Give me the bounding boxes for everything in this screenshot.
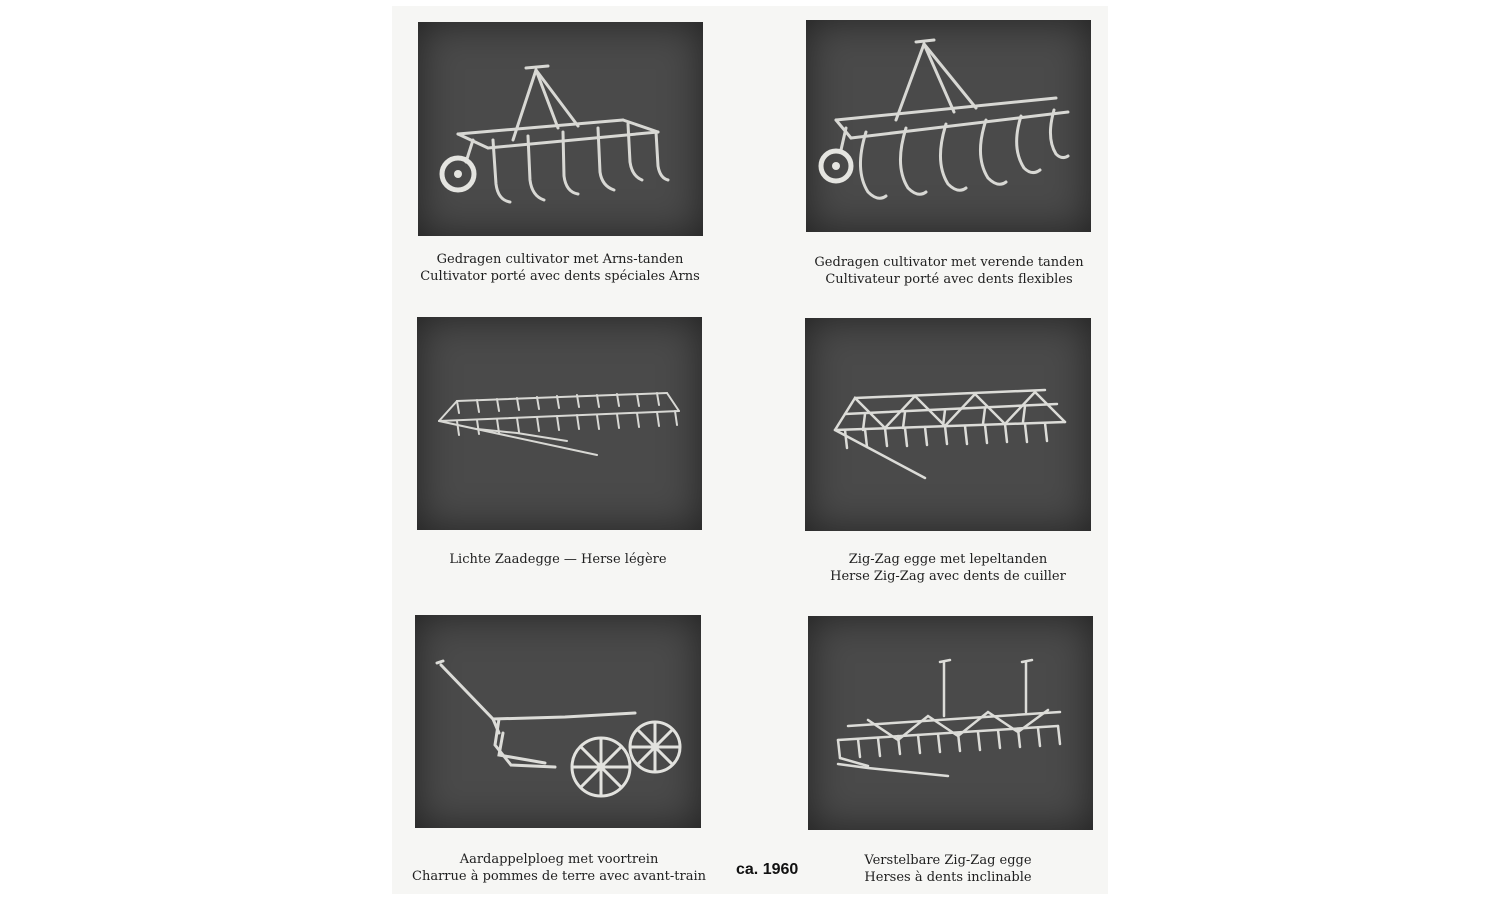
photo-light-seed-harrow bbox=[417, 317, 702, 530]
photo-cultivator-spring-tines bbox=[806, 20, 1091, 232]
caption-line-dutch: Zig-Zag egge met lepeltanden bbox=[848, 552, 1048, 567]
caption-line-french: Herse Zig-Zag avec dents de cuiller bbox=[830, 569, 1066, 584]
caption-adjustable-zigzag-harrow bbox=[793, 852, 1103, 886]
potato-plough-illustration bbox=[415, 615, 701, 828]
caption-line-french: Herses à dents inclinable bbox=[864, 870, 1032, 885]
caption-light-seed-harrow bbox=[403, 551, 713, 568]
photo-zigzag-harrow-spoon-tines bbox=[805, 318, 1091, 531]
caption-line-french: Charrue à pommes de terre avec avant-train bbox=[412, 869, 706, 884]
caption-zigzag-harrow-spoon-tines bbox=[793, 551, 1103, 585]
photo-cultivator-arns bbox=[418, 22, 703, 236]
caption-line-dutch: Verstelbare Zig-Zag egge bbox=[864, 853, 1032, 868]
caption-line-french: Cultivateur porté avec dents flexibles bbox=[825, 272, 1073, 287]
caption-cultivator-spring-tines bbox=[794, 254, 1104, 288]
caption-line-dutch: Aardappelploeg met voortrein bbox=[459, 852, 659, 867]
adjustable-harrow-illustration bbox=[808, 616, 1093, 830]
caption-potato-plough bbox=[404, 851, 714, 885]
caption-line-dutch: Gedragen cultivator met Arns-tanden bbox=[436, 252, 684, 267]
photo-potato-plough bbox=[415, 615, 701, 828]
caption-line-french: Cultivator porté avec dents spéciales Arns bbox=[420, 269, 700, 284]
seed-harrow-illustration bbox=[417, 317, 702, 530]
cultivator-spring-illustration bbox=[806, 20, 1091, 232]
caption-line-dutch: Lichte Zaadegge — Herse légère bbox=[449, 552, 667, 567]
caption-cultivator-arns bbox=[405, 251, 715, 285]
photo-adjustable-zigzag-harrow bbox=[808, 616, 1093, 830]
caption-line-dutch: Gedragen cultivator met verende tanden bbox=[814, 255, 1084, 270]
year-label: ca. 1960 bbox=[736, 861, 799, 878]
zigzag-harrow-illustration bbox=[805, 318, 1091, 531]
cultivator-arns-illustration bbox=[418, 22, 703, 236]
